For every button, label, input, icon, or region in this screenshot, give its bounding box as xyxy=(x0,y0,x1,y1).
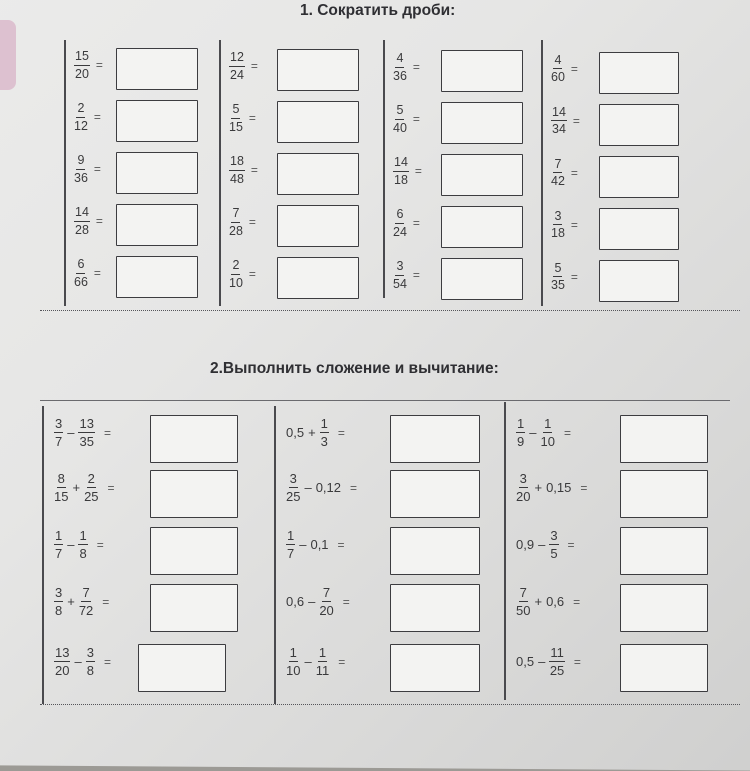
equals-sign: = xyxy=(570,165,578,180)
denominator: 36 xyxy=(393,68,407,83)
fraction xyxy=(316,646,330,677)
dotted-separator xyxy=(40,310,740,311)
denominator: 3 xyxy=(320,434,328,449)
equals-sign: = xyxy=(580,480,588,495)
answer-box[interactable] xyxy=(441,102,523,144)
numerator: 8 xyxy=(57,471,65,486)
operator: – xyxy=(67,537,75,552)
answer-box[interactable] xyxy=(116,256,198,298)
fraction xyxy=(393,260,407,290)
answer-box[interactable] xyxy=(620,644,708,692)
numerator: 18 xyxy=(229,155,245,171)
denominator: 72 xyxy=(78,603,94,618)
answer-box[interactable] xyxy=(277,257,359,299)
reduce-item xyxy=(393,260,426,290)
equals-sign: = xyxy=(572,113,580,128)
numerator: 1 xyxy=(289,645,297,660)
answer-box[interactable] xyxy=(390,470,480,518)
operator: – xyxy=(299,537,307,552)
reduce-item xyxy=(229,259,262,289)
expression xyxy=(516,472,593,503)
answer-box[interactable] xyxy=(150,415,238,463)
equals-sign: = xyxy=(414,164,422,179)
numerator: 11 xyxy=(550,645,564,660)
equals-sign: = xyxy=(570,217,578,232)
numerator: 5 xyxy=(231,103,240,119)
denominator: 18 xyxy=(394,172,408,187)
reduce-item xyxy=(393,156,428,186)
fraction xyxy=(54,472,68,503)
numerator: 7 xyxy=(553,158,562,174)
denominator: 20 xyxy=(75,66,89,81)
operator: – xyxy=(529,425,537,440)
reduce-item xyxy=(74,50,109,80)
numerator: 6 xyxy=(395,208,404,224)
denominator: 7 xyxy=(55,434,63,449)
fraction xyxy=(551,54,565,84)
numerator: 14 xyxy=(74,206,90,222)
decimal-number: 0,6 xyxy=(546,594,565,609)
fraction xyxy=(74,102,88,132)
denominator: 35 xyxy=(79,434,94,449)
operator: – xyxy=(304,480,312,495)
numerator: 1 xyxy=(318,645,327,660)
denominator: 7 xyxy=(287,546,295,561)
numerator: 6 xyxy=(76,258,85,274)
numerator: 5 xyxy=(553,262,562,278)
denominator: 25 xyxy=(286,489,301,504)
answer-box[interactable] xyxy=(599,260,679,302)
equals-sign: = xyxy=(93,110,101,124)
operator: – xyxy=(74,654,82,669)
reduce-item xyxy=(551,210,584,240)
equals-sign: = xyxy=(337,537,345,552)
equals-sign: = xyxy=(412,216,420,231)
fraction xyxy=(86,646,95,677)
numerator: 2 xyxy=(87,471,95,486)
answer-box[interactable] xyxy=(277,49,359,91)
answer-box[interactable] xyxy=(620,470,708,518)
equals-sign: = xyxy=(250,163,258,178)
numerator: 5 xyxy=(395,104,404,120)
equals-sign: = xyxy=(342,594,350,609)
denominator: 7 xyxy=(55,546,63,561)
fraction xyxy=(551,210,565,240)
numerator: 7 xyxy=(231,207,240,223)
denominator: 54 xyxy=(393,276,407,291)
equals-sign: = xyxy=(570,269,578,284)
denominator: 42 xyxy=(551,174,565,189)
answer-box[interactable] xyxy=(620,415,708,463)
numerator: 3 xyxy=(86,645,94,660)
numerator: 7 xyxy=(519,585,527,600)
answer-box[interactable] xyxy=(277,205,359,247)
answer-box[interactable] xyxy=(116,204,198,246)
equals-sign: = xyxy=(350,480,358,495)
operator: + xyxy=(308,425,316,440)
operator: + xyxy=(72,480,81,495)
numerator: 2 xyxy=(231,259,240,275)
answer-box[interactable] xyxy=(441,154,523,196)
decimal-number: 0,9 xyxy=(516,537,535,552)
reduce-item xyxy=(393,104,426,134)
numerator: 3 xyxy=(289,471,297,486)
answer-box[interactable] xyxy=(599,52,679,94)
denominator: 48 xyxy=(230,171,244,186)
fraction xyxy=(79,586,93,617)
numerator: 1 xyxy=(544,416,552,431)
equals-sign: = xyxy=(567,537,575,552)
answer-box[interactable] xyxy=(441,50,523,92)
numerator: 1 xyxy=(55,528,63,543)
numerator: 4 xyxy=(395,52,404,68)
decimal-number: 0,15 xyxy=(546,480,572,495)
denominator: 36 xyxy=(74,170,88,185)
denominator: 8 xyxy=(79,546,87,561)
fraction xyxy=(286,646,300,677)
answer-box[interactable] xyxy=(599,208,679,250)
expression xyxy=(286,529,351,560)
numerator: 12 xyxy=(229,51,245,67)
expression xyxy=(286,472,363,503)
denominator: 9 xyxy=(517,434,525,449)
decimal-number: 0,5 xyxy=(286,425,305,440)
fraction xyxy=(74,206,90,236)
expression xyxy=(54,586,115,617)
denominator: 25 xyxy=(84,489,99,504)
denominator: 8 xyxy=(55,603,63,618)
equals-sign: = xyxy=(248,215,256,230)
dotted-separator xyxy=(40,704,740,705)
answer-box[interactable] xyxy=(390,584,480,632)
expression xyxy=(54,529,110,560)
numerator: 7 xyxy=(322,585,331,600)
numerator: 14 xyxy=(393,156,409,172)
equals-sign: = xyxy=(248,111,256,126)
fraction xyxy=(393,52,407,82)
denominator: 28 xyxy=(75,222,89,237)
equals-sign: = xyxy=(570,61,578,76)
reduce-item xyxy=(393,208,426,238)
operator: – xyxy=(538,537,546,552)
fraction xyxy=(540,417,554,448)
equals-sign: = xyxy=(107,480,115,495)
expression xyxy=(54,646,117,677)
denominator: 40 xyxy=(393,120,407,135)
operator: + xyxy=(534,594,543,609)
equals-sign: = xyxy=(103,425,111,440)
numerator: 14 xyxy=(551,106,567,122)
pink-tab xyxy=(0,20,16,90)
answer-box[interactable] xyxy=(441,206,523,248)
operator: + xyxy=(534,480,543,495)
answer-box[interactable] xyxy=(277,153,359,195)
fraction xyxy=(551,158,565,188)
denominator: 20 xyxy=(319,603,334,618)
equals-sign: = xyxy=(95,214,103,228)
denominator: 24 xyxy=(393,224,407,239)
section2-column xyxy=(504,402,506,700)
fraction xyxy=(229,103,243,133)
equals-sign: = xyxy=(96,537,104,552)
equals-sign: = xyxy=(412,112,420,127)
answer-box[interactable] xyxy=(390,644,480,692)
operator: – xyxy=(308,594,316,609)
fraction xyxy=(516,417,525,448)
equals-sign: = xyxy=(248,267,256,282)
expression xyxy=(54,472,121,503)
equals-sign: = xyxy=(95,58,103,72)
fraction xyxy=(393,208,407,238)
denominator: 10 xyxy=(540,434,555,449)
answer-box[interactable] xyxy=(150,527,238,575)
fraction xyxy=(54,529,63,560)
reduce-item xyxy=(551,158,584,188)
denominator: 66 xyxy=(74,274,88,289)
denominator: 25 xyxy=(549,663,565,678)
answer-box[interactable] xyxy=(620,584,708,632)
answer-box[interactable] xyxy=(390,527,480,575)
denominator: 60 xyxy=(551,70,565,85)
section2-title: 2.Выполнить сложение и вычитание: xyxy=(210,360,499,377)
reduce-item xyxy=(74,102,107,132)
denominator: 15 xyxy=(54,489,69,504)
numerator: 7 xyxy=(82,585,90,600)
numerator: 3 xyxy=(395,260,404,276)
equals-sign: = xyxy=(563,425,571,440)
fraction xyxy=(229,207,243,237)
reduce-item xyxy=(229,207,262,237)
denominator: 34 xyxy=(552,122,566,137)
denominator: 5 xyxy=(550,546,558,561)
numerator: 4 xyxy=(553,54,562,70)
answer-box[interactable] xyxy=(116,100,198,142)
answer-box[interactable] xyxy=(116,152,198,194)
expression xyxy=(286,586,356,617)
fraction xyxy=(54,646,70,677)
answer-box[interactable] xyxy=(138,644,226,692)
expression xyxy=(516,529,581,560)
fraction xyxy=(78,529,87,560)
reduce-item xyxy=(551,106,586,136)
answer-box[interactable] xyxy=(599,104,679,146)
numerator: 3 xyxy=(55,416,63,431)
expression xyxy=(286,417,351,448)
fraction xyxy=(74,50,90,80)
expression xyxy=(516,417,577,448)
numerator: 13 xyxy=(79,416,94,431)
numerator: 1 xyxy=(287,528,295,543)
reduce-item xyxy=(551,54,584,84)
fraction xyxy=(229,51,245,81)
denominator: 24 xyxy=(230,67,244,82)
reduce-item xyxy=(74,206,109,236)
fraction xyxy=(319,586,333,617)
section2-column xyxy=(274,406,276,704)
decimal-number: 0,5 xyxy=(516,654,535,669)
denominator: 12 xyxy=(74,118,88,133)
fraction xyxy=(551,106,567,136)
answer-box[interactable] xyxy=(620,527,708,575)
equals-sign: = xyxy=(93,266,101,280)
fraction xyxy=(229,155,245,185)
numerator: 1 xyxy=(517,416,525,431)
numerator: 2 xyxy=(76,102,85,118)
fraction xyxy=(320,417,329,448)
denominator: 10 xyxy=(286,663,301,678)
section2-column xyxy=(42,406,44,704)
decimal-number: 0,1 xyxy=(310,537,329,552)
expression xyxy=(286,646,351,677)
equals-sign: = xyxy=(102,594,110,609)
expression xyxy=(54,417,117,448)
fraction xyxy=(551,262,565,292)
fraction xyxy=(54,586,63,617)
numerator: 1 xyxy=(320,416,328,431)
denominator: 50 xyxy=(516,603,531,618)
numerator: 3 xyxy=(519,471,527,486)
equals-sign: = xyxy=(573,594,581,609)
fraction xyxy=(393,104,407,134)
fraction xyxy=(516,472,530,503)
answer-box[interactable] xyxy=(150,470,238,518)
numerator: 15 xyxy=(74,50,90,66)
answer-box[interactable] xyxy=(116,48,198,90)
denominator: 20 xyxy=(55,663,70,678)
answer-box[interactable] xyxy=(277,101,359,143)
denominator: 28 xyxy=(229,223,243,238)
numerator: 3 xyxy=(553,210,562,226)
answer-box[interactable] xyxy=(441,258,523,300)
denominator: 8 xyxy=(86,663,94,678)
equals-sign: = xyxy=(412,268,420,283)
fraction xyxy=(78,417,94,448)
denominator: 18 xyxy=(551,226,565,241)
reduce-item xyxy=(551,262,584,292)
numerator: 3 xyxy=(550,528,558,543)
fraction xyxy=(54,417,63,448)
fraction xyxy=(74,154,88,184)
top-rule xyxy=(40,400,730,401)
fraction xyxy=(74,258,88,288)
denominator: 20 xyxy=(516,489,531,504)
equals-sign: = xyxy=(103,654,111,669)
expression xyxy=(516,646,587,677)
denominator: 11 xyxy=(315,663,330,678)
operator: – xyxy=(538,654,546,669)
reduce-item xyxy=(74,154,107,184)
numerator: 1 xyxy=(79,528,87,543)
fraction xyxy=(516,586,530,617)
denominator: 15 xyxy=(229,119,243,134)
answer-box[interactable] xyxy=(599,156,679,198)
numerator: 13 xyxy=(55,645,70,660)
answer-box[interactable] xyxy=(150,584,238,632)
equals-sign: = xyxy=(250,59,258,74)
reduce-item xyxy=(393,52,426,82)
fraction xyxy=(549,646,565,677)
denominator: 10 xyxy=(229,275,243,290)
reduce-item xyxy=(74,258,107,288)
answer-box[interactable] xyxy=(390,415,480,463)
equals-sign: = xyxy=(338,654,346,669)
fraction xyxy=(229,259,243,289)
section1-title: 1. Сократить дроби: xyxy=(300,2,456,19)
numerator: 3 xyxy=(55,585,63,600)
numerator: 9 xyxy=(76,154,85,170)
decimal-number: 0,6 xyxy=(286,594,305,609)
equals-sign: = xyxy=(93,162,101,176)
expression xyxy=(516,586,586,617)
denominator: 35 xyxy=(551,278,565,293)
operator: – xyxy=(304,654,312,669)
fraction xyxy=(84,472,98,503)
operator: – xyxy=(67,425,75,440)
reduce-item xyxy=(229,103,262,133)
equals-sign: = xyxy=(337,425,345,440)
fraction xyxy=(393,156,409,186)
decimal-number: 0,12 xyxy=(315,480,342,495)
reduce-item xyxy=(229,51,264,81)
operator: + xyxy=(67,594,75,609)
reduce-item xyxy=(229,155,264,185)
fraction xyxy=(286,529,295,560)
equals-sign: = xyxy=(412,60,420,75)
fraction xyxy=(549,529,558,560)
equals-sign: = xyxy=(573,654,581,669)
fraction xyxy=(286,472,300,503)
